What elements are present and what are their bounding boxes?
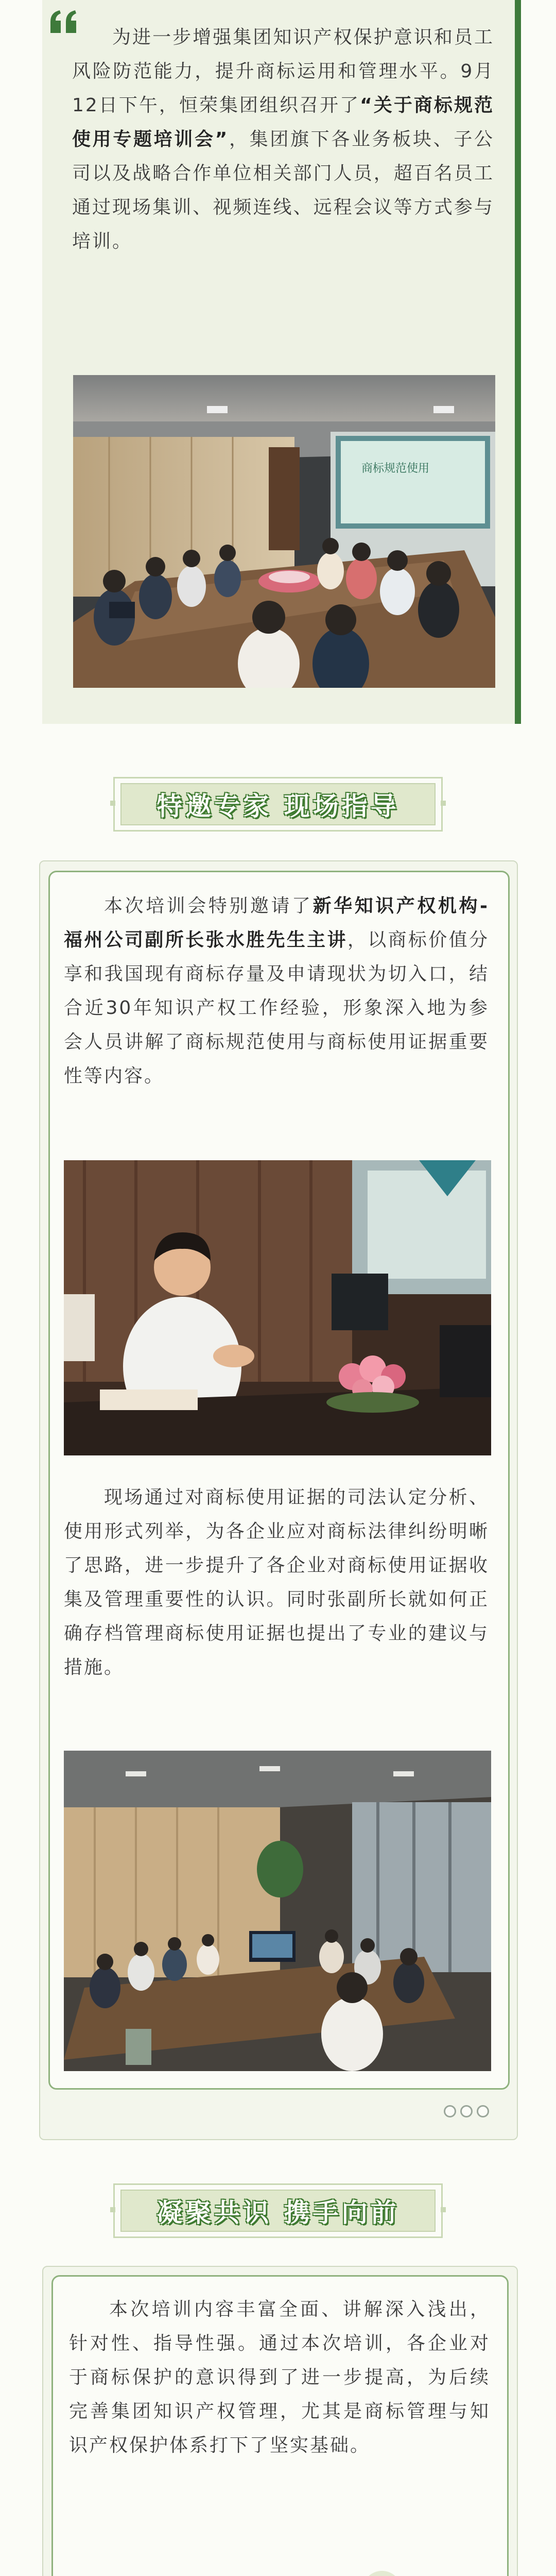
section-heading-consensus-text: 凝聚共识 携手向前 [157, 2198, 399, 2228]
decor-circles [444, 2105, 489, 2117]
experts-paragraph-1: 本次培训会特别邀请了新华知识产权机构-福州公司副所长张水胜先生主讲，以商标价值分享和我国现有商标存量及申请现状为切入口，结合近30年知识产权工作经验，形象深入地为参会人员讲解了商标规范使用与商标使用证据重要性等内容。 [64, 895, 489, 1087]
intro-meeting-photo [73, 375, 495, 688]
experts-paragraph-highlight: 新华知识产权机构-福州公司副所长张水胜先生主讲 [64, 895, 489, 951]
speaker-photo [64, 1160, 491, 1455]
presentation-screen-text: 商标规范使用 [361, 462, 430, 475]
intro-paragraph: 为进一步增强集团知识产权保护意识和员工风险防范能力，提升商标运用和管理水平。9月12日下午，恒荣集团组织召开了“关于商标规范使用专题培训会”，集团旗下各业务板块、子公司以及战略合作单位相关部门人员，超百名员工通过现场集训、视频连线、远程会议等方式参与培训。 [72, 27, 494, 252]
intro-paragraph-highlight: “关于商标规范使用专题培训会” [72, 95, 494, 150]
experts-paragraph-2: 现场通过对商标使用证据的司法认定分析、使用形式列举，为各企业应对商标法律纠纷明晰了思路，进一步提升了各企业对商标使用证据收集及管理重要性的认识。同时张副所长就如何正确存档管理商标使用证据也提出了专业的建议与措施。 [64, 1487, 489, 1678]
intro-accent-bar [515, 0, 521, 724]
section-heading-experts-text: 特邀专家 现场指导 [157, 791, 399, 821]
consensus-paragraph: 本次培训内容丰富全面、讲解深入浅出，针对性、指导性强。通过本次培训，各企业对于商标保护的意识得到了进一步提高，为后续完善集团知识产权管理，尤其是商标管理与知识产权保护体系打下了坚实基础。 [69, 2299, 490, 2456]
section-heading-consensus [113, 2183, 443, 2238]
audience-photo [64, 1751, 491, 2071]
section-heading-experts [113, 777, 443, 832]
